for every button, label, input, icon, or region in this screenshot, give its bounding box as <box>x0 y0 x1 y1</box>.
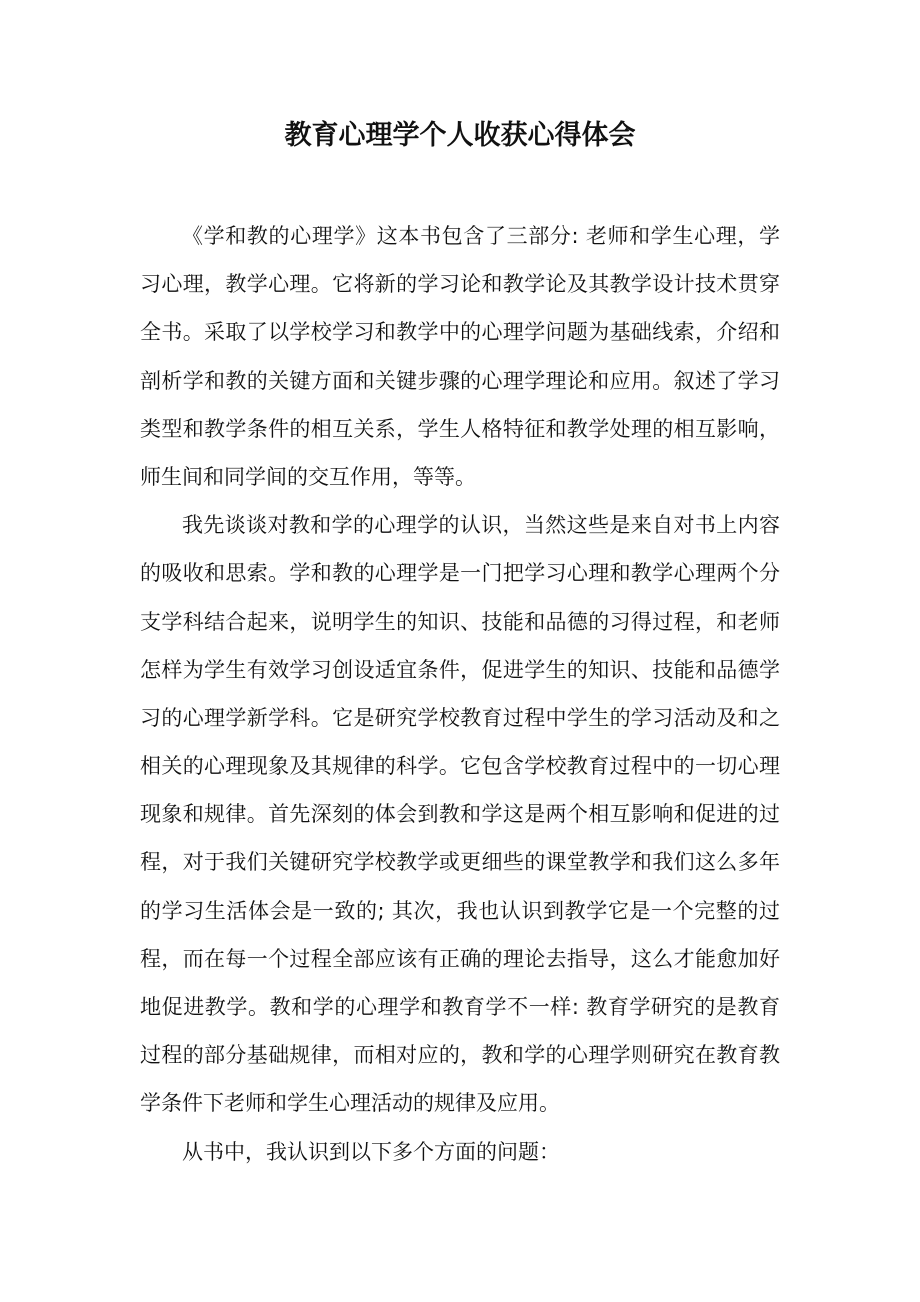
paragraph-2 <box>140 501 780 1127</box>
paragraph-3 <box>140 1128 780 1176</box>
paragraph-line: 类型和教学条件的相互关系，学生人格特征和教学处理的相互影响， <box>140 416 780 441</box>
paragraph-line: 现象和规律。首先深刻的体会到教和学这是两个相互影响和促进的过 <box>140 802 780 827</box>
paragraph-line: 从书中，我认识到以下多个方面的问题： <box>182 1139 560 1164</box>
paragraph-line: 习心理，教学心理。它将新的学习论和教学论及其教学设计技术贯穿 <box>140 272 780 297</box>
paragraph-line: 师生间和同学间的交互作用，等等。 <box>140 464 476 489</box>
paragraph-line: 地促进教学。教和学的心理学和教育学不一样: 教育学研究的是教育 <box>140 995 780 1019</box>
paragraph-line: 习的心理学新学科。它是研究学校教育过程中学生的学习活动及和之 <box>140 705 780 730</box>
paragraph-line: 的吸收和思索。学和教的心理学是一门把学习心理和教学心理两个分 <box>140 561 780 586</box>
paragraph-line: 的学习生活体会是一致的; 其次，我也认识到教学它是一个完整的过 <box>140 898 780 923</box>
paragraph-line: 《学和教的心理学》这本书包含了三部分: 老师和学生心理，学 <box>182 224 780 248</box>
paragraph-line: 怎样为学生有效学习创设适宜条件，促进学生的知识、技能和品德学 <box>140 657 780 682</box>
paragraph-line: 过程的部分基础规律，而相对应的，教和学的心理学则研究在教育教 <box>140 1043 780 1068</box>
paragraph-1 <box>140 212 780 501</box>
paragraph-line: 相关的心理现象及其规律的科学。它包含学校教育过程中的一切心理 <box>140 754 780 779</box>
paragraph-line: 全书。采取了以学校学习和教学中的心理学问题为基础线索，介绍和 <box>140 320 780 345</box>
document-body <box>140 212 780 1176</box>
document-title: 教育心理学个人收获心得体会 <box>284 120 636 151</box>
paragraph-line: 学条件下老师和学生心理活动的规律及应用。 <box>140 1091 560 1116</box>
paragraph-line: 支学科结合起来，说明学生的知识、技能和品德的习得过程，和老师 <box>140 609 780 634</box>
paragraph-line: 我先谈谈对教和学的心理学的认识，当然这些是来自对书上内容 <box>182 513 780 538</box>
paragraph-line: 程，对于我们关键研究学校教学或更细些的课堂教学和我们这么多年 <box>140 850 780 875</box>
paragraph-line: 剖析学和教的关键方面和关键步骤的心理学理论和应用。叙述了学习 <box>140 368 780 393</box>
paragraph-line: 程，而在每一个过程全部应该有正确的理论去指导，这么才能愈加好 <box>140 946 780 971</box>
